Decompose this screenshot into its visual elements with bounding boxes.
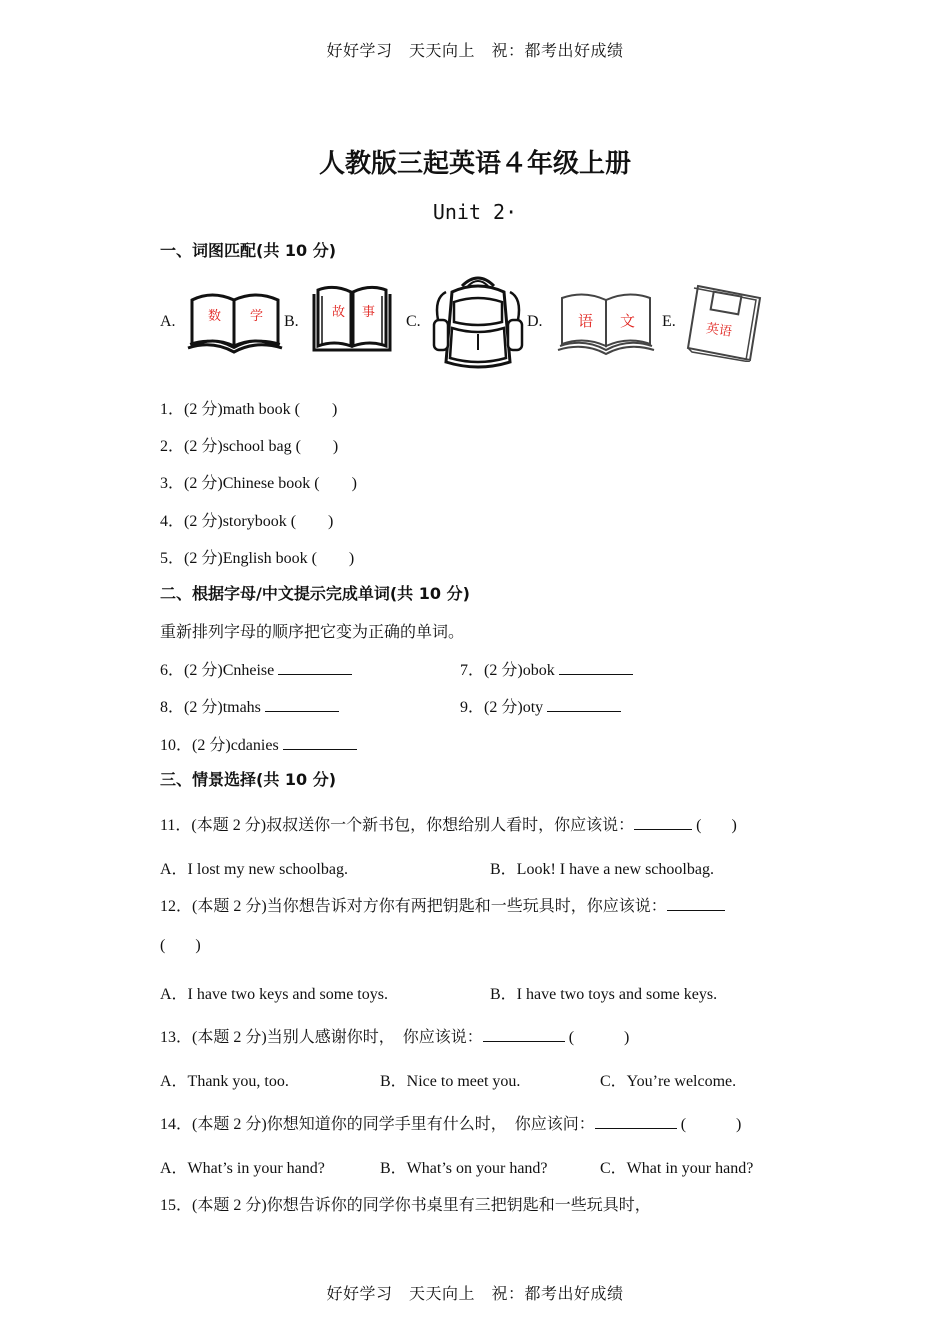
svg-text:数: 数	[208, 309, 222, 324]
answer-blank[interactable]	[667, 896, 725, 911]
page-footer: 好好学习 天天向上 祝：都考出好成绩	[326, 1284, 624, 1303]
section1-heading: 一、词图匹配(共 10 分)	[160, 241, 337, 260]
chinese-book-icon	[556, 288, 656, 361]
question-11: 11．(本题 2 分)叔叔送你一个新书包，你想给别人看时，你应该说： ( )	[160, 817, 737, 834]
picture-label-b: B.	[284, 313, 299, 330]
svg-text:故: 故	[332, 305, 346, 320]
svg-text:语: 语	[578, 312, 594, 330]
page-title: 人教版三起英语４年级上册	[318, 149, 631, 179]
math-book-icon	[186, 288, 284, 361]
svg-text:事: 事	[362, 305, 376, 320]
english-book-icon	[684, 282, 766, 367]
question-13: 13．(本题 2 分)当别人感谢你时， 你应该说： ( )	[160, 1029, 630, 1046]
picture-label-c: C.	[406, 313, 421, 330]
picture-label-a: A.	[160, 313, 176, 330]
answer-blank[interactable]	[634, 815, 692, 830]
question-12-paren: ( )	[160, 937, 201, 954]
question-2: 2．(2 分)school bag ( )	[160, 438, 339, 455]
option-14c: C．What in your hand?	[600, 1160, 754, 1177]
answer-blank[interactable]	[483, 1027, 565, 1042]
picture-label-e: E.	[662, 313, 676, 330]
question-3: 3．(2 分)Chinese book ( )	[160, 475, 357, 492]
answer-blank[interactable]	[278, 660, 352, 675]
question-9: 9．(2 分)oty	[460, 694, 621, 717]
option-11b: B．Look! I have a new schoolbag.	[490, 861, 714, 878]
option-12a: A．I have two keys and some toys.	[160, 986, 388, 1003]
question-1: 1．(2 分)math book ( )	[160, 401, 338, 418]
question-14: 14．(本题 2 分)你想知道你的同学手里有什么时， 你应该问： ( )	[160, 1116, 742, 1133]
question-6: 6．(2 分)Cnheise	[160, 657, 352, 680]
question-12: 12．(本题 2 分)当你想告诉对方你有两把钥匙和一些玩具时，你应该说：	[160, 893, 725, 916]
option-14a: A．What’s in your hand?	[160, 1160, 325, 1177]
svg-text:文: 文	[620, 312, 636, 330]
section2-instruction: 重新排列字母的顺序把它变为正确的单词。	[160, 624, 465, 641]
page-header: 好好学习 天天向上 祝：都考出好成绩	[326, 41, 624, 60]
question-5: 5．(2 分)English book ( )	[160, 550, 355, 567]
answer-blank[interactable]	[595, 1114, 677, 1129]
storybook-icon	[310, 284, 394, 361]
picture-label-d: D.	[527, 313, 543, 330]
question-15: 15．(本题 2 分)你想告诉你的同学你书桌里有三把钥匙和一些玩具时，	[160, 1197, 651, 1214]
section2-heading: 二、根据字母/中文提示完成单词(共 10 分)	[160, 584, 470, 603]
option-13c: C．You’re welcome.	[600, 1073, 737, 1090]
question-7: 7．(2 分)obok	[460, 657, 633, 680]
option-11a: A．I lost my new schoolbag.	[160, 861, 348, 878]
option-13b: B．Nice to meet you.	[380, 1073, 521, 1090]
svg-text:英语: 英语	[705, 321, 733, 340]
unit-title: Unit 2·	[432, 200, 518, 224]
answer-blank[interactable]	[283, 735, 357, 750]
school-bag-icon	[432, 272, 524, 377]
option-14b: B．What’s on your hand?	[380, 1160, 548, 1177]
answer-blank[interactable]	[265, 697, 339, 712]
option-13a: A．Thank you, too.	[160, 1073, 289, 1090]
question-8: 8．(2 分)tmahs	[160, 694, 339, 717]
question-4: 4．(2 分)storybook ( )	[160, 513, 334, 530]
section3-heading: 三、情景选择(共 10 分)	[160, 770, 337, 789]
svg-text:学: 学	[250, 309, 264, 324]
question-10: 10．(2 分)cdanies	[160, 732, 357, 755]
answer-blank[interactable]	[547, 697, 621, 712]
answer-blank[interactable]	[559, 660, 633, 675]
option-12b: B．I have two toys and some keys.	[490, 986, 718, 1003]
